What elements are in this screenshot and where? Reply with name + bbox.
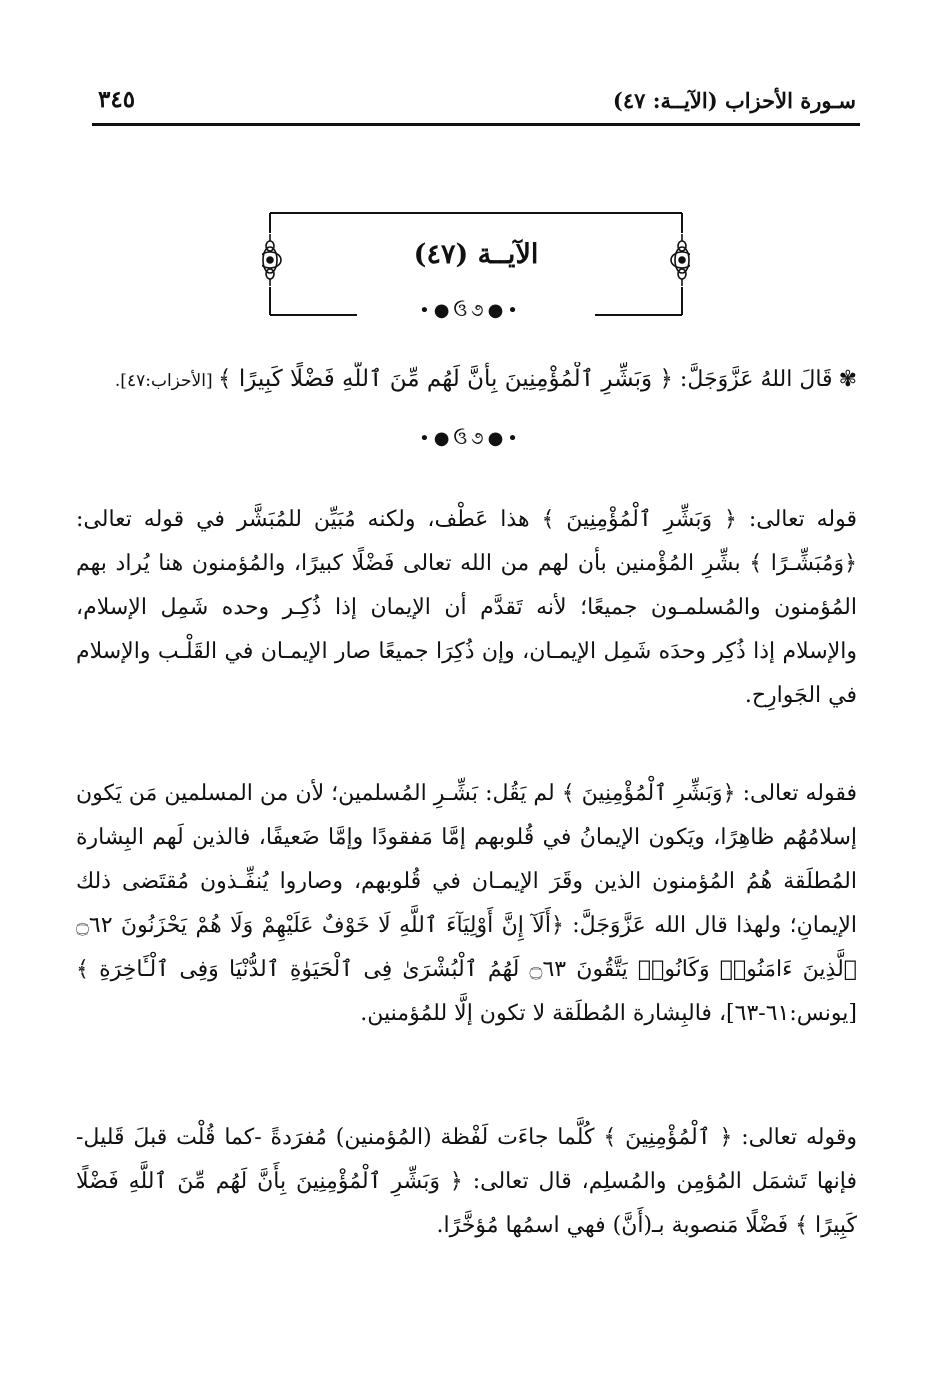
opening-verse-line	[76, 362, 857, 398]
opening-verse: ﴿ وَبَشِّرِ ٱلْمُؤْمِنِينَ بِأَنَّ لَهُم مِّنَ ٱللَّهِ فَضْلًا كَبِيرًا ﴾	[218, 366, 673, 392]
ornament-divider-bottom: •●ઉ૭●•	[419, 428, 522, 449]
commentary-paragraph-3	[76, 1116, 857, 1248]
commentary-paragraph-2	[76, 772, 857, 1036]
flower-icon: ✾	[838, 367, 857, 392]
header-rule	[92, 123, 860, 126]
surah-label: سـورة الأحزاب (الآيــة: ٤٧)	[612, 88, 856, 113]
paragraph-text: فقوله تعالى: ﴿وَبَشِّرِ ٱلْمُؤْمِنِينَ ﴾ لم يَقُل: بَشِّـرِ المُسلمين؛ لأن من المسلمين مَن يَكون إسلامُهُم ظاهِرًا، ويَكون الإيمانُ في قُلوبهم إمَّا مَفقودًا وإمَّا ضَعيفًا، فالذين لَهم البِشارة المُطلَقة هُمُ المُؤمنون الذين وقَرَ الإيمـان في قُلوبهم، وصاروا يُنفِّـذون مُقتَضى ذلك الإيمانِ؛ ولهذا قال الله عَزَّوَجَلَّ: ﴿أَلَآ إِنَّ أَوْلِيَآءَ ٱللَّهِ لَا خَوْفٌ عَلَيْهِمْ وَلَا هُمْ يَحْزَنُونَ ۝٦٢ ٱلَّذِينَ ءَامَنُوا۟ وَكَانُوا۟ يَتَّقُونَ ۝٦٣ لَهُمُ ٱلْبُشْرَىٰ فِى ٱلْحَيَوٰةِ ٱلدُّنْيَا وَفِى ٱلْـَٔاخِرَةِ ﴾ [يونس:٦١-٦٣]، فالبِشارة المُطلَقة لا تكون إلَّا للمُؤمنين.	[76, 781, 857, 1026]
page-number: ٣٤٥	[98, 86, 136, 113]
paragraph-text: قوله تعالى: ﴿ وَبَشِّرِ ٱلْمُؤْمِنِينَ ﴾ هذا عَطْف، ولكنه مُبَيِّن للمُبَشَّر في قوله تعالى: ﴿وَمُبَشِّـرًا ﴾ بشِّرِ المُؤْمنين بأن لهم من الله تعالى فَضْلًا كبيرًا، والمُؤمنون هنا يُراد بهم المُؤمنون والمُسلمـون جميعًا؛ لأنه تَقدَّم أن الإيمان إذا ذُكِـر وحده شَمِل الإسلام، والإسلام إذا ذُكِر وحدَه شَمِل الإيمـان، وإن ذُكِرَا جميعًا صار الإيمـان في القَلْـب والإسلام في الجَوارِح.	[76, 507, 857, 708]
ornament-divider-top: •●ઉ૭●•	[419, 300, 522, 321]
commentary-paragraph-1	[76, 498, 857, 718]
paragraph-text: وقوله تعالى: ﴿ ٱلْمُؤْمِنِينَ ﴾ كُلَّما جاءَت لَفْظة (المُؤمنين) مُفرَدةً -كما قُلْت قبلَ قَليل- فإنها تَشمَل المُؤمِن والمُسلِم، قال تعالى: ﴿ وَبَشِّرِ ٱلْمُؤْمِنِينَ بِأَنَّ لَهُم مِّنَ ٱللَّهِ فَضْلًا كَبِيرًا ﴾ فَضْلًا مَنصوبة بـ(أَنَّ) فهي اسمُها مُؤخَّرًا.	[76, 1125, 857, 1238]
page-header	[92, 80, 860, 126]
opening-intro: قَالَ اللهُ عَزَّوَجَلَّ:	[672, 367, 833, 392]
opening-reference: [الأحزاب:٤٧].	[114, 371, 219, 391]
ayah-heading: الآيــة (٤٧)	[413, 239, 539, 270]
